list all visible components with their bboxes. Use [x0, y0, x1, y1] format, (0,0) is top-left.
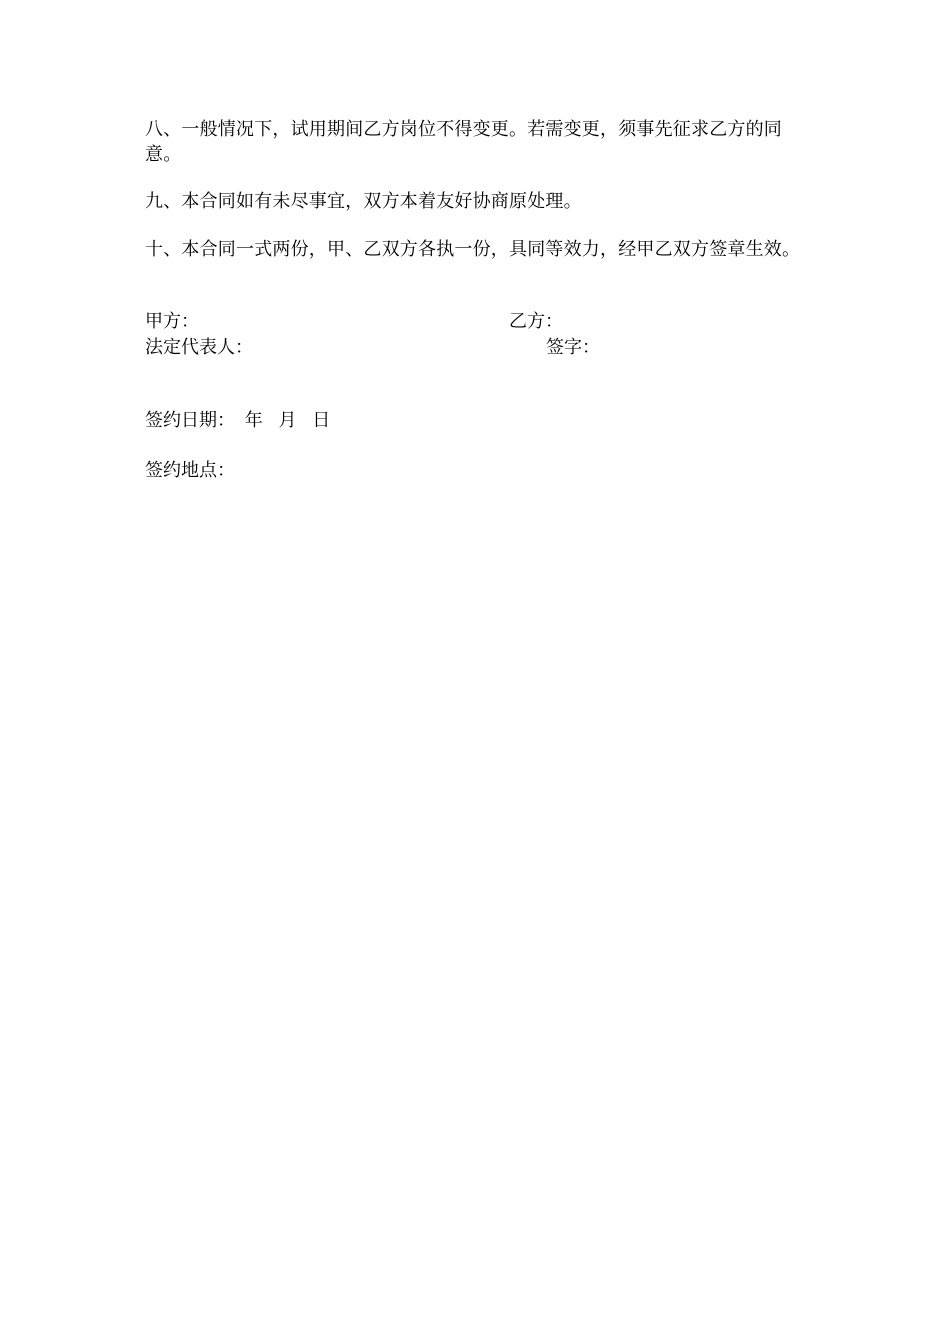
clause-9: 九、本合同如有未尽事宜，双方本着友好协商原处理。 [145, 191, 582, 212]
year-label: 年 [244, 410, 263, 431]
legal-representative-label: 法定代表人： [145, 337, 253, 358]
party-a-label: 甲方： [145, 311, 199, 332]
party-b-label: 乙方： [509, 311, 563, 332]
signing-place-label: 签约地点： [145, 460, 235, 481]
clause-10: 十、本合同一式两份，甲、乙双方各执一份，具同等效力，经甲乙双方签章生效。 [145, 239, 801, 260]
month-label: 月 [278, 410, 297, 431]
signing-date [145, 408, 340, 433]
signing-date-label: 签约日期： [145, 410, 235, 431]
clause-8: 八、一般情况下，试用期间乙方岗位不得变更。若需变更，须事先征求乙方的同意。 [145, 119, 782, 165]
day-label: 日 [312, 410, 331, 431]
signature-label: 签字： [546, 337, 600, 358]
